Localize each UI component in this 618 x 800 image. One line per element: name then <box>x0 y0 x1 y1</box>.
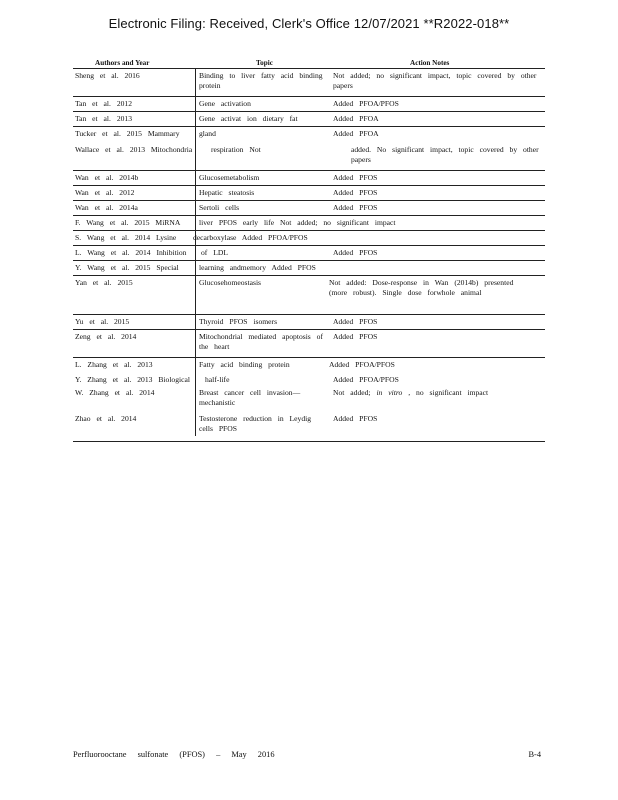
column-header-topic: Topic <box>256 59 273 67</box>
table-row <box>73 412 545 442</box>
cell-topic: Gene activat ion dietary fat <box>199 114 298 123</box>
table-row <box>73 112 545 127</box>
cell-author: Y. Wang et al. 2015 Special <box>75 263 179 272</box>
cell-topic: Thyroid PFOS isomers <box>199 317 278 326</box>
cell-author: Tan et al. 2013 <box>75 114 133 123</box>
cell-topic: gland <box>199 129 216 138</box>
cell-topic: of LDL <box>201 248 228 257</box>
references-table <box>73 56 545 442</box>
action-suffix: , no significant impact <box>408 388 489 397</box>
cell-topic: Binding to liver fatty acid binding protein <box>199 71 323 90</box>
cell-topic: respiration Not <box>211 145 261 154</box>
cell-author: Yan et al. 2015 <box>75 278 133 287</box>
cell-author: Sheng et al. 2016 <box>75 71 140 80</box>
action-italic: in vitro <box>376 388 403 397</box>
cell-topic: Hepatic steatosis <box>199 188 255 197</box>
cell-action: Added PFOA/PFOS <box>333 99 399 108</box>
cell-author: Wan et al. 2012 <box>75 188 135 197</box>
cell-topic: Breast cancer cell invasion— mechanistic <box>199 388 301 407</box>
cell-action: Added PFOS <box>333 248 378 257</box>
table-row <box>73 143 545 171</box>
cell-action <box>333 388 541 398</box>
cell-action: Added PFOA <box>333 129 379 138</box>
table-row <box>73 171 545 186</box>
cell-author: Zeng et al. 2014 <box>75 332 137 341</box>
table-row <box>73 127 545 143</box>
cell-author: L. Zhang et al. 2013 <box>75 360 153 369</box>
table-row <box>73 69 545 97</box>
table-row <box>73 386 545 412</box>
cell-topic: liver PFOS early life Not added; no significant impact <box>199 218 396 227</box>
cell-topic: Sertoli cells <box>199 203 240 212</box>
cell-topic: Mitochondrial mediated apoptosis of the heart <box>199 332 323 351</box>
cell-author: L. Wang et al. 2014 Inhibition <box>75 248 187 257</box>
table-row <box>73 373 545 386</box>
cell-topic: Testosterone reduction in Leydig cells PFOS <box>199 414 312 433</box>
column-header-authors: Authors and Year <box>95 59 150 67</box>
page-number: B-4 <box>528 750 541 759</box>
table-row <box>73 216 545 231</box>
table-row <box>73 186 545 201</box>
cell-action: Added PFOS <box>333 414 378 423</box>
cell-topic: learning andmemory Added PFOS <box>199 263 316 272</box>
cell-topic: Glucosehomeostasis <box>199 278 262 287</box>
table-row <box>73 201 545 216</box>
table-row <box>73 231 545 246</box>
cell-action: Added PFOA/PFOS <box>333 375 399 384</box>
cell-author: F. Wang et al. 2015 MiRNA <box>75 218 181 227</box>
cell-topic: Gene activation <box>199 99 251 108</box>
cell-action: Not added; no significant impact, topic covered by other papers <box>333 71 537 90</box>
cell-author: Wan et al. 2014b <box>75 173 139 182</box>
cell-author: Wallace et al. 2013 Mitochondria <box>75 145 193 154</box>
cell-author: Tan et al. 2012 <box>75 99 133 108</box>
cell-action: Added PFOS <box>333 317 378 326</box>
cell-action: added. No significant impact, topic covered by other papers <box>351 145 539 164</box>
cell-action: Added PFOS <box>333 173 378 182</box>
cell-action: Added PFOS <box>333 332 378 341</box>
table-row <box>73 358 545 373</box>
cell-action: Added PFOA/PFOS <box>329 360 395 369</box>
filing-stamp-header: Electronic Filing: Received, Clerk's Office 12/07/2021 **R2022-018** <box>108 16 510 31</box>
column-header-action: Action Notes <box>410 59 450 67</box>
footer-document-title: Perfluorooctane sulfonate (PFOS) – May 2016 <box>73 750 275 759</box>
cell-author: Tucker et al. 2015 Mammary <box>75 129 180 138</box>
cell-topic: Glucosemetabolism <box>199 173 260 182</box>
cell-author: S. Wang et al. 2014 Lysine <box>75 233 177 242</box>
table-row <box>73 261 545 276</box>
table-header <box>73 56 545 69</box>
cell-topic: Fatty acid binding protein <box>199 360 290 369</box>
cell-author: Yu et al. 2015 <box>75 317 130 326</box>
cell-author: Y. Zhang et al. 2013 Biological <box>75 375 190 384</box>
action-prefix: Not added; <box>333 388 371 397</box>
table-row <box>73 276 545 315</box>
cell-action: Added PFOS <box>333 188 378 197</box>
cell-action: Added PFOS <box>333 203 378 212</box>
table-row <box>73 246 545 261</box>
cell-author: Wan et al. 2014a <box>75 203 138 212</box>
cell-action: Added PFOA <box>333 114 379 123</box>
cell-action: Not added: Dose-response in Wan (2014b) presented (more robust). Single dose forwhole animal <box>329 278 514 297</box>
cell-topic: half-life <box>205 375 230 384</box>
table-row <box>73 97 545 112</box>
cell-author: Zhao et al. 2014 <box>75 414 137 423</box>
table-row <box>73 315 545 330</box>
cell-author: W. Zhang et al. 2014 <box>75 388 155 397</box>
table-row <box>73 330 545 358</box>
cell-topic: decarboxylase Added PFOA/PFOS <box>193 233 308 242</box>
